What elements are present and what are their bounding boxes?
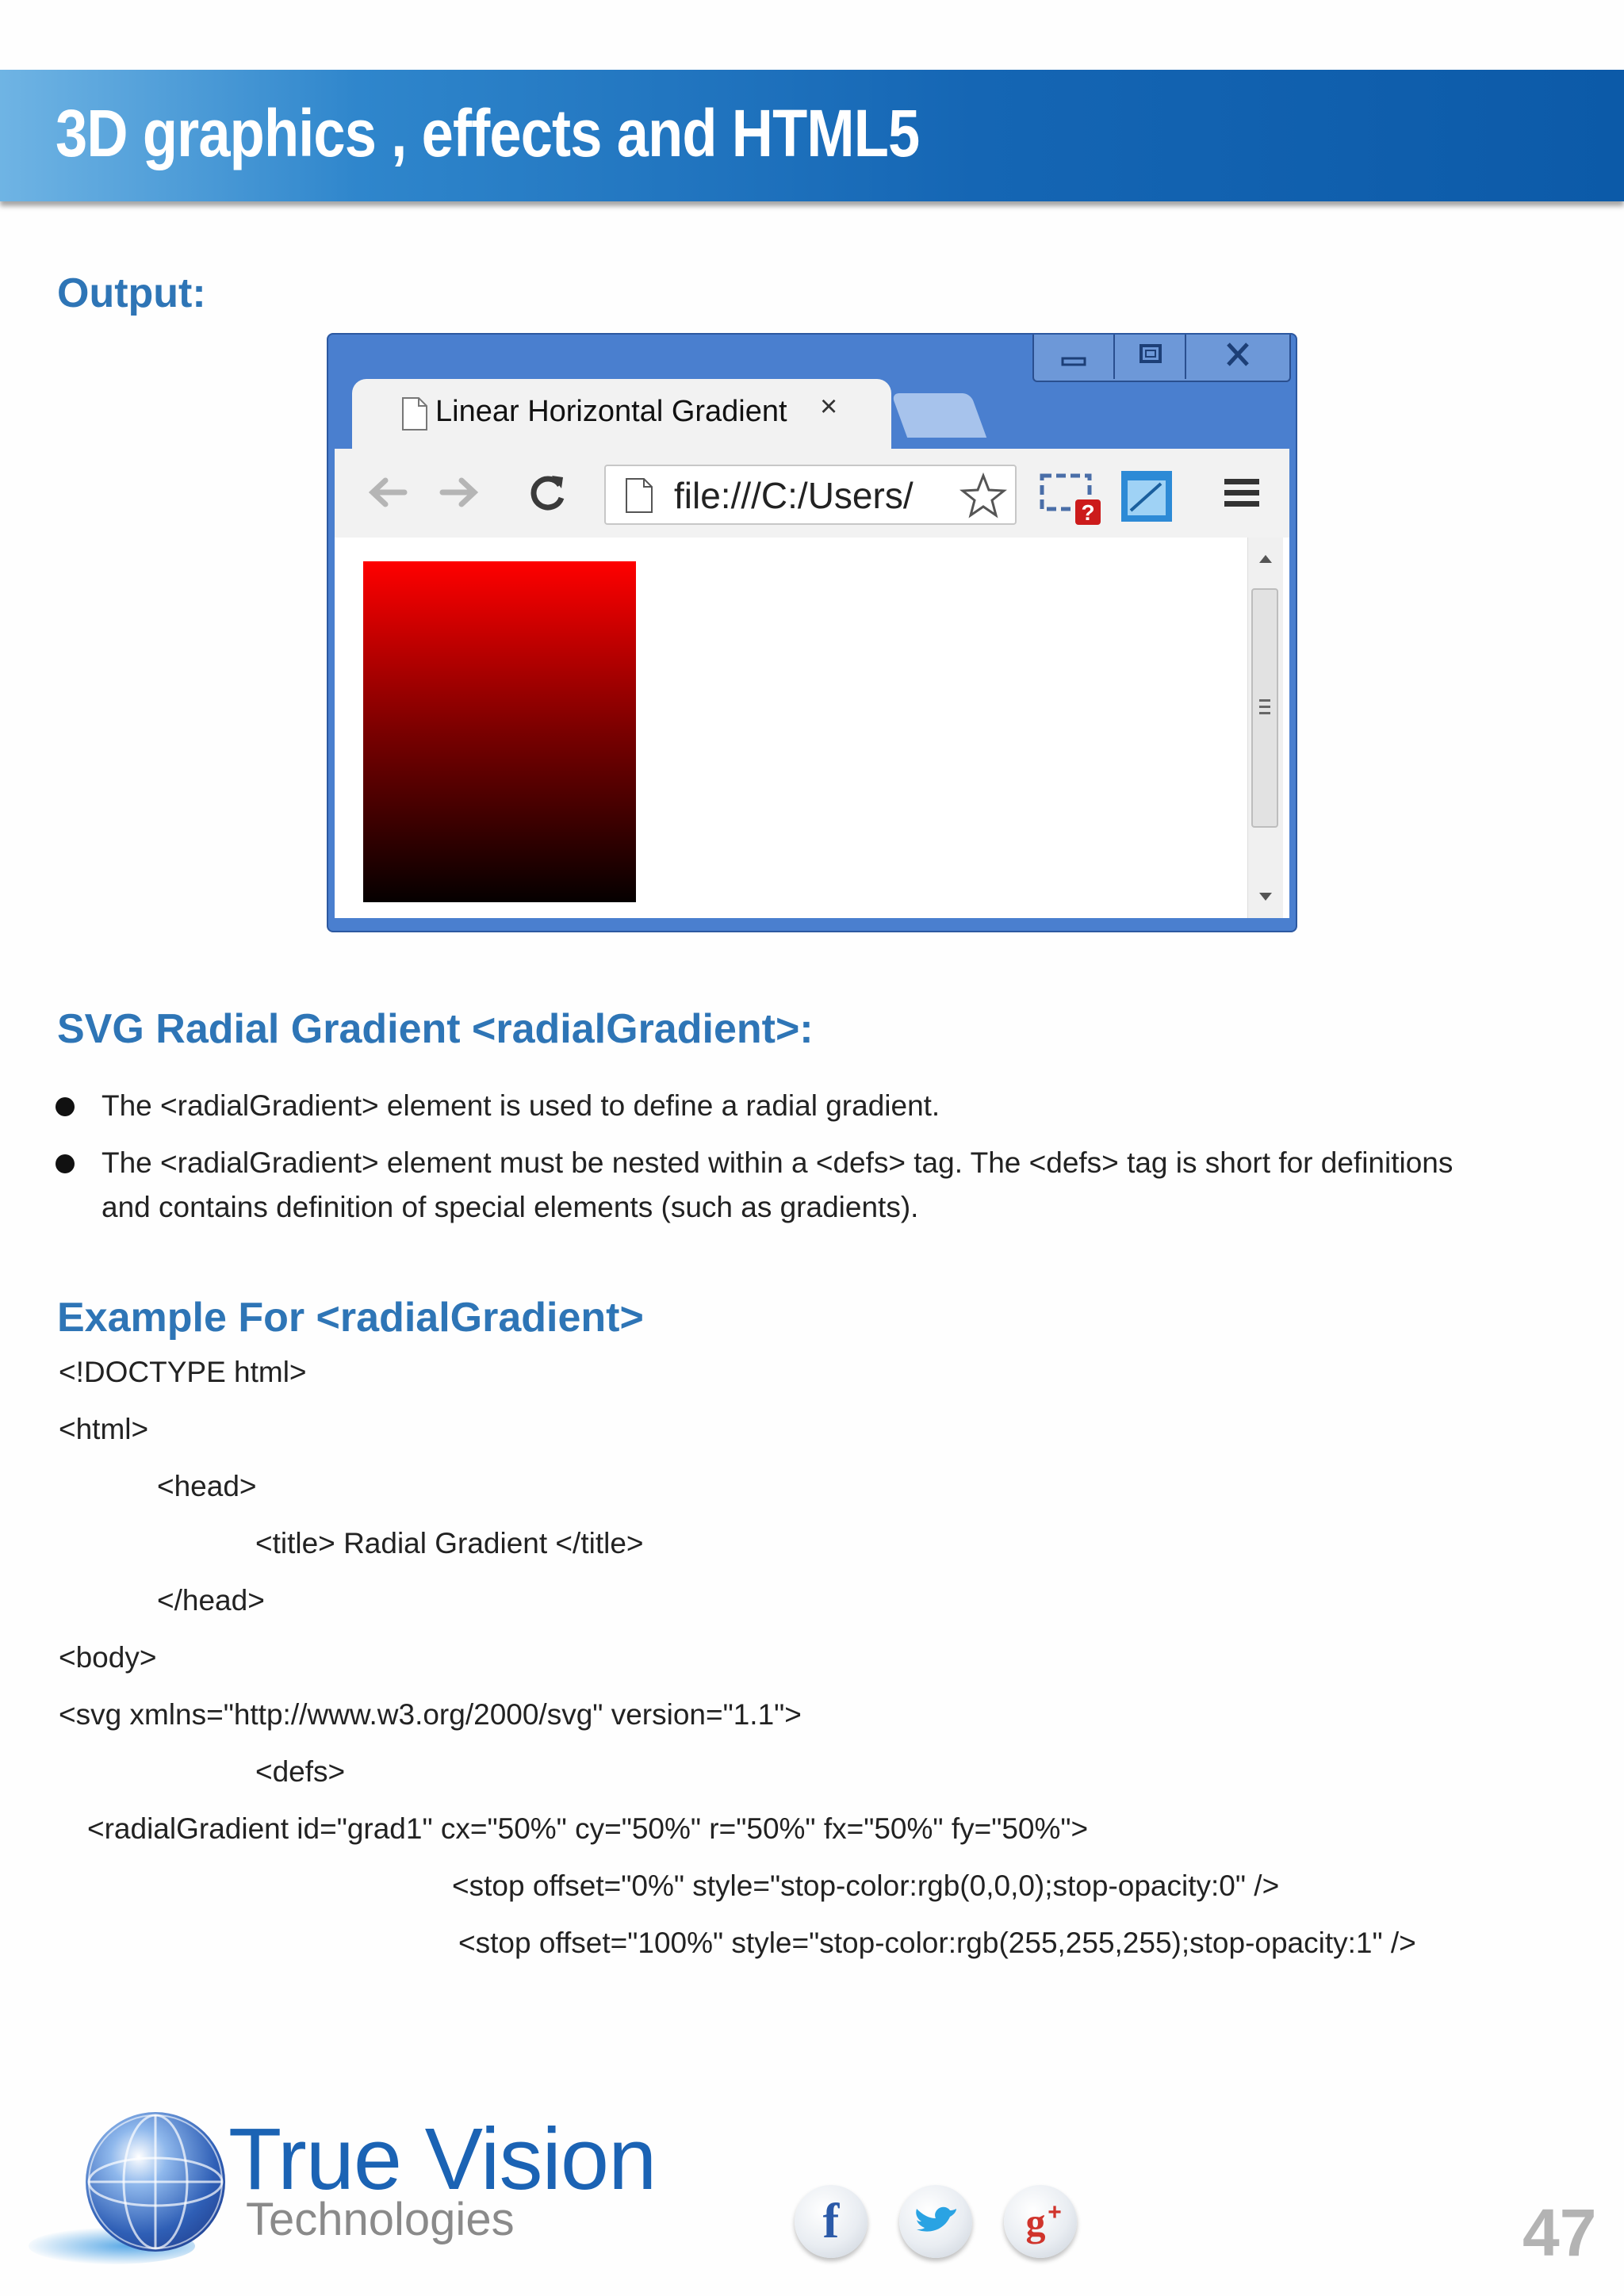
bullet-text-continuation: and contains definition of special elements (such as gradients). — [102, 1191, 919, 1223]
example-heading: Example For <radialGradient> — [57, 1295, 644, 1341]
bullet-text: The <radialGradient> element must be nested within a <defs> tag. The <defs> tag is short for definitions — [102, 1146, 1454, 1179]
header-banner — [0, 70, 1624, 201]
svg-text:+: + — [1048, 2199, 1062, 2225]
svg-text:?: ? — [1081, 500, 1095, 525]
new-tab-button[interactable] — [891, 393, 986, 438]
document-icon — [401, 396, 428, 431]
browser-toolbar — [335, 449, 1289, 538]
code-line: <defs> — [255, 1755, 346, 1788]
svg-text:f: f — [822, 2195, 840, 2248]
address-text: file:///C:/Users/ — [674, 475, 914, 516]
address-bar[interactable] — [604, 465, 1017, 525]
reload-icon[interactable] — [525, 471, 569, 515]
brand-subtitle: Technologies — [246, 2194, 515, 2245]
gradient-rectangle — [363, 561, 636, 902]
code-line: <title> Radial Gradient </title> — [255, 1527, 644, 1559]
code-line: <html> — [59, 1413, 149, 1445]
page-title: 3D graphics , effects and HTML5 — [56, 96, 920, 170]
code-line: <svg xmlns="http://www.w3.org/2000/svg" version="1.1"> — [59, 1698, 802, 1731]
tab-title: Linear Horizontal Gradient — [435, 395, 787, 428]
code-line: <head> — [157, 1470, 257, 1502]
brand-name: True Vision — [228, 2110, 657, 2208]
scroll-down-icon[interactable] — [1258, 891, 1274, 902]
svg-text:g: g — [1025, 2200, 1046, 2244]
minimize-button[interactable] — [1034, 335, 1113, 379]
back-arrow-icon[interactable] — [363, 473, 411, 512]
scrollbar-thumb[interactable] — [1251, 588, 1278, 828]
bullet-icon — [56, 1097, 75, 1116]
menu-icon[interactable] — [1221, 473, 1262, 514]
extension-icon[interactable] — [1120, 469, 1174, 523]
code-line: <radialGradient id="grad1" cx="50%" cy="50%" r="50%" fx="50%" fy="50%"> — [87, 1812, 1089, 1845]
close-button[interactable] — [1185, 335, 1289, 379]
bullet-icon — [56, 1154, 75, 1173]
page-icon — [625, 477, 653, 514]
code-line: <stop offset="100%" style="stop-color:rgb(255,255,255);stop-opacity:1" /> — [458, 1927, 1416, 1959]
code-line: <!DOCTYPE html> — [59, 1356, 307, 1388]
cast-help-icon[interactable] — [1037, 466, 1104, 526]
grip-icon — [1258, 698, 1272, 717]
code-line: </head> — [157, 1584, 265, 1617]
bullet-text: The <radialGradient> element is used to define a radial gradient. — [102, 1089, 940, 1122]
star-icon[interactable] — [959, 473, 1007, 520]
section-heading: SVG Radial Gradient <radialGradient>: — [57, 1006, 814, 1052]
browser-tab[interactable] — [352, 379, 891, 450]
maximize-button[interactable] — [1113, 335, 1186, 379]
globe-logo-icon — [86, 2112, 225, 2252]
browser-viewport — [335, 538, 1289, 918]
scroll-up-icon[interactable] — [1258, 553, 1274, 564]
browser-window — [327, 333, 1297, 932]
google-plus-icon[interactable] — [1004, 2185, 1077, 2258]
twitter-icon[interactable] — [899, 2185, 972, 2258]
forward-arrow-icon[interactable] — [436, 473, 484, 512]
scrollbar[interactable] — [1247, 538, 1283, 918]
tab-close-icon[interactable]: × — [820, 390, 838, 423]
code-line: <stop offset="0%" style="stop-color:rgb(0,0,0);stop-opacity:0" /> — [452, 1869, 1280, 1902]
output-heading: Output: — [57, 270, 206, 316]
code-line: <body> — [59, 1641, 157, 1674]
window-controls — [1032, 335, 1291, 382]
page-number: 47 — [1522, 2195, 1597, 2270]
facebook-icon[interactable] — [795, 2185, 868, 2258]
